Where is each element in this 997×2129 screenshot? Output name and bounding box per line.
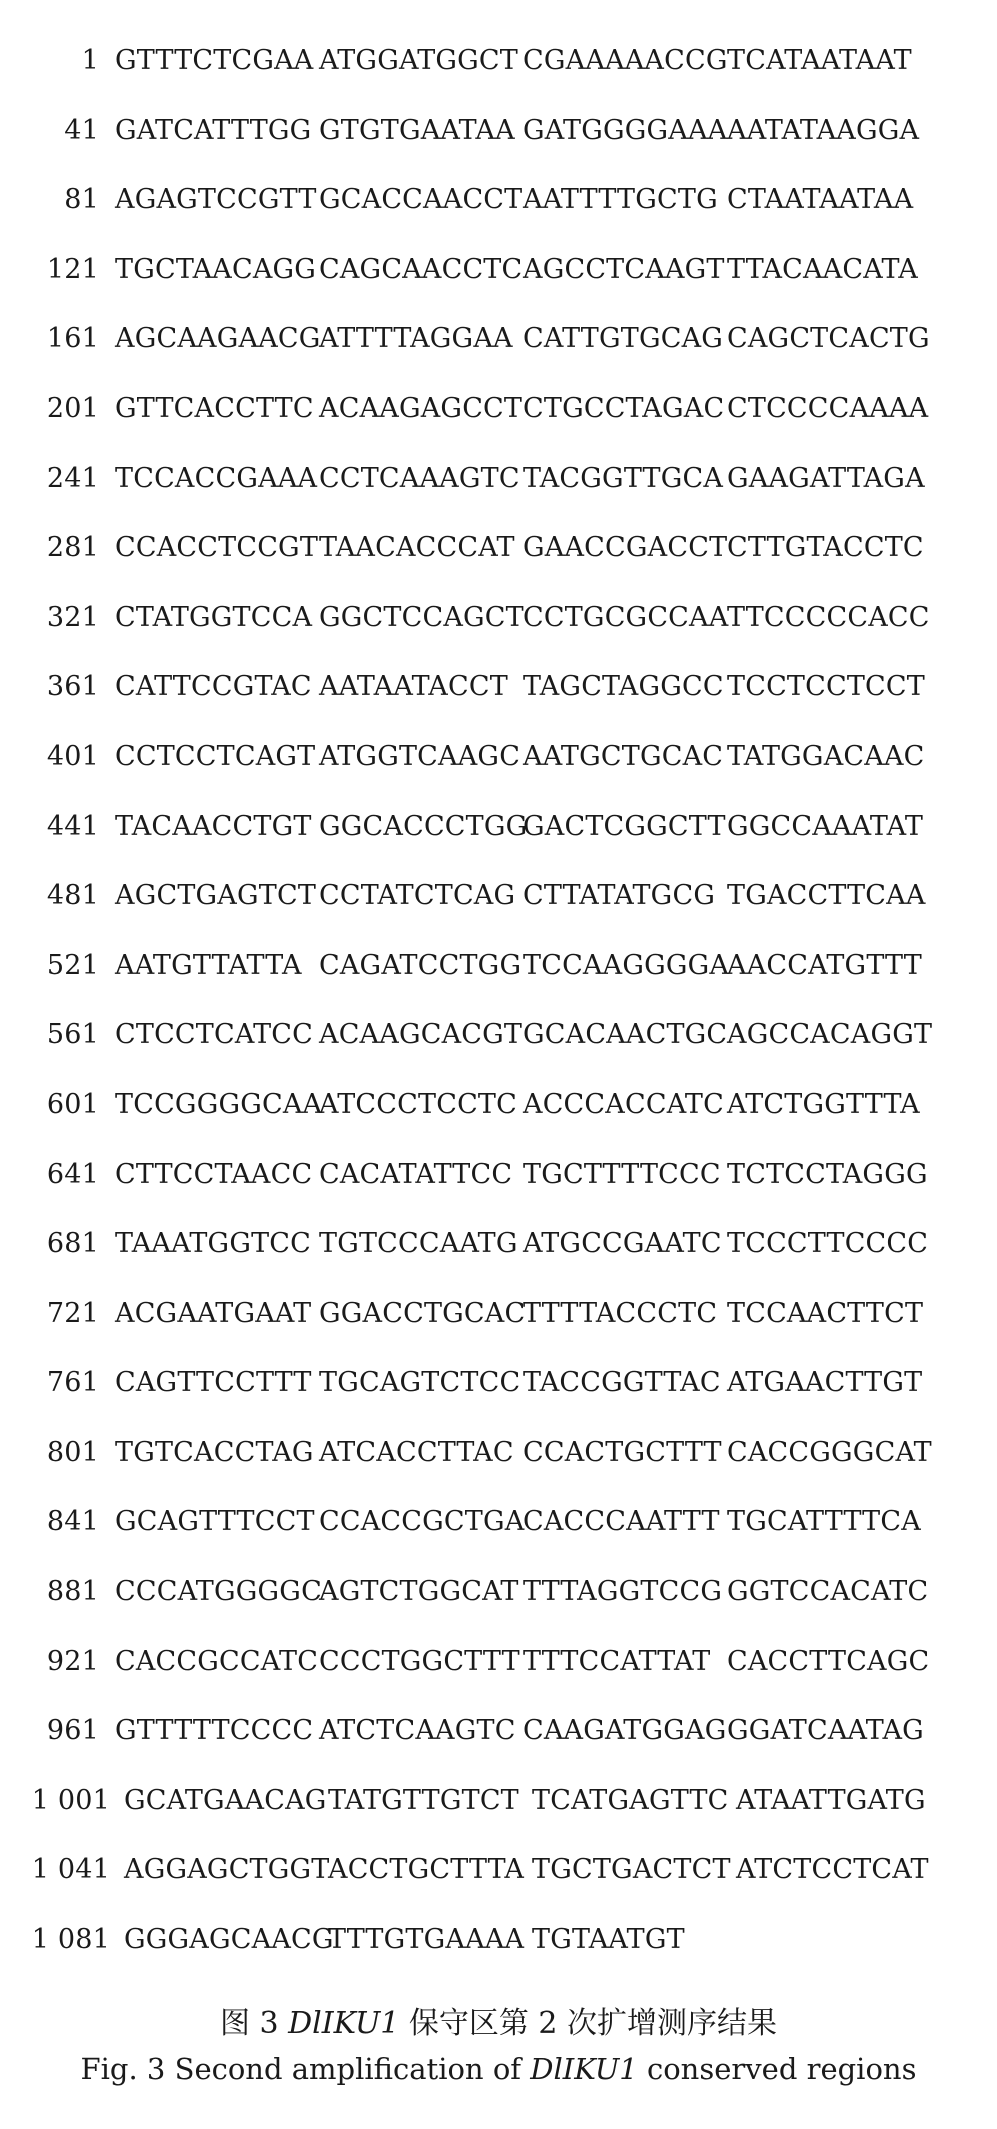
sequence-row xyxy=(0,1089,997,1159)
sequence-block: CACCCAATTT xyxy=(523,1506,720,1538)
position-number: 1 xyxy=(81,45,99,76)
sequence-block: CCACCTCCGT xyxy=(115,532,319,564)
sequence-block: AGCTGAGTCT xyxy=(115,880,317,912)
sequence-row xyxy=(0,1298,997,1368)
sequence-block: CAAGATGGAG xyxy=(523,1715,727,1747)
sequence-block: TCCGGGGCAA xyxy=(115,1088,323,1120)
position-number: 121 xyxy=(46,253,99,285)
sequence-row xyxy=(0,323,997,393)
sequence-block: AGGAGCTGGT xyxy=(124,1854,330,1886)
sequence-block: GGGAGCAACG xyxy=(124,1924,334,1956)
position-number: 441 xyxy=(46,810,99,842)
sequence-block: ACCCACCATC xyxy=(523,1088,724,1120)
position-number: 521 xyxy=(46,949,99,981)
sequence-block: CACCGCCATC xyxy=(115,1645,319,1677)
sequence-block: CCACTGCTTT xyxy=(523,1436,722,1468)
sequence-block: TCCAACTTCT xyxy=(727,1297,924,1329)
sequence-block: CTGCCTAGAC xyxy=(523,392,725,424)
sequence-block: CCTGCGCCAA xyxy=(523,601,729,633)
sequence-row xyxy=(0,45,997,115)
caption-cn-prefix: 图 3 xyxy=(219,2006,289,2041)
sequence-block: TACGGTTGCA xyxy=(523,462,724,494)
sequence-block: AATGTTATTA xyxy=(115,949,302,981)
position-number: 561 xyxy=(46,1019,99,1051)
sequence-block: AATAATACCT xyxy=(319,671,508,703)
position-number: 721 xyxy=(46,1297,99,1329)
sequence-block: ATGAACTTGT xyxy=(727,1367,923,1399)
position-number: 281 xyxy=(46,532,99,564)
sequence-row xyxy=(0,532,997,602)
sequence-block: CTTGTACCTC xyxy=(727,532,924,564)
sequence-block: CCCATGGGGC xyxy=(115,1576,322,1608)
sequence-block: TGCTAACAGG xyxy=(115,253,317,285)
sequence-block: ATCACCTTAC xyxy=(319,1436,514,1468)
sequence-block: GAAGATTAGA xyxy=(727,462,925,494)
sequence-block: TGCTTTTCCC xyxy=(523,1158,721,1190)
sequence-block: ATGGATGGCT xyxy=(319,45,519,76)
sequence-block: TGTCACCTAG xyxy=(115,1436,314,1468)
caption-en-prefix: Fig. 3 Second amplification of xyxy=(80,2052,531,2086)
sequence-block: AATATAAGGA xyxy=(727,114,920,146)
sequence-block: TGTCCCAATG xyxy=(319,1228,518,1260)
sequence-block: GTTCACCTTC xyxy=(115,392,314,424)
sequence-block: TGCTGACTCT xyxy=(532,1854,731,1886)
sequence-block: CCTATCTCAG xyxy=(319,880,516,912)
sequence-row xyxy=(0,1228,997,1298)
position-number: 1 041 xyxy=(31,1854,110,1886)
sequence-block: ATGCCGAATC xyxy=(523,1228,722,1260)
sequence-block: GATCATTTGG xyxy=(115,114,312,146)
sequence-row xyxy=(0,950,997,1020)
sequence-block: GAACCGACCT xyxy=(523,532,728,564)
sequence-block: GGCACCCTGG xyxy=(319,810,528,842)
position-number: 601 xyxy=(46,1088,99,1120)
sequence-block: GACTCGGCTT xyxy=(523,810,726,842)
sequence-block: TCATAATAAT xyxy=(727,45,912,76)
sequence-block: AATGCTGCAC xyxy=(523,740,724,772)
sequence-block: TACAACCTGT xyxy=(115,810,312,842)
sequence-row xyxy=(0,463,997,533)
position-number: 1 081 xyxy=(31,1924,110,1956)
sequence-row xyxy=(0,1646,997,1716)
sequence-block: ACAAGAGCCT xyxy=(319,392,523,424)
sequence-block: AGCAAGAACG xyxy=(115,323,321,355)
sequence-block: TGACCTTCAA xyxy=(727,880,926,912)
sequence-block: CCACCGCTGA xyxy=(319,1506,525,1538)
sequence-block: TAGCTAGGCC xyxy=(523,671,724,703)
caption-en-gene: DlIKU1 xyxy=(530,2052,638,2086)
sequence-row xyxy=(0,1785,997,1855)
sequence-row xyxy=(0,1159,997,1229)
position-number: 321 xyxy=(46,601,99,633)
position-number: 681 xyxy=(46,1228,99,1260)
position-number: 921 xyxy=(46,1645,99,1677)
sequence-block: TCCTCCTCCT xyxy=(727,671,925,703)
sequence-block: CATTGTGCAG xyxy=(523,323,724,355)
sequence-block: CAGCAACCTC xyxy=(319,253,523,285)
sequence-block: GGCTCCAGCT xyxy=(319,601,524,633)
sequence-row xyxy=(0,1367,997,1437)
sequence-block: CTTATATGCG xyxy=(523,880,716,912)
position-number: 481 xyxy=(46,880,99,912)
sequence-row xyxy=(0,880,997,950)
sequence-row xyxy=(0,1854,997,1924)
sequence-row xyxy=(0,602,997,672)
sequence-block: TTTCCATTAT xyxy=(523,1645,711,1677)
sequence-row xyxy=(0,254,997,324)
sequence-block: AGCCACAGGT xyxy=(727,1019,933,1051)
position-number: 881 xyxy=(46,1576,99,1608)
sequence-block: CATTCCGTAC xyxy=(115,671,312,703)
sequence-block: CTCCTCATCC xyxy=(115,1019,314,1051)
sequence-row xyxy=(0,1019,997,1089)
sequence-table xyxy=(0,45,997,1994)
sequence-block: TGTAATGT xyxy=(532,1924,685,1956)
sequence-row xyxy=(0,741,997,811)
sequence-block: TTTAGGTCCG xyxy=(523,1576,723,1608)
sequence-block: CAGCTCACTG xyxy=(727,323,930,355)
figure-caption-chinese xyxy=(0,1998,997,2042)
sequence-block: TAACACCCAT xyxy=(319,532,515,564)
sequence-block: TCCACCGAAA xyxy=(115,462,318,494)
sequence-block: GTTTTTCCCC xyxy=(115,1715,314,1747)
position-number: 161 xyxy=(46,323,99,355)
sequence-block: GGACCTGCAC xyxy=(319,1297,526,1329)
sequence-block: CAGATCCTGG xyxy=(319,949,522,981)
sequence-row xyxy=(0,393,997,463)
sequence-row xyxy=(0,1924,997,1994)
sequence-block: ACCTGCTTTA xyxy=(328,1854,525,1886)
sequence-block: GTGTGAATAA xyxy=(319,114,515,146)
sequence-block: TTACAACATA xyxy=(727,253,918,285)
sequence-block: GCACCAACCT xyxy=(319,184,523,216)
position-number: 801 xyxy=(46,1436,99,1468)
position-number: 961 xyxy=(46,1715,99,1747)
caption-cn-suffix: 保守区第 2 次扩增测序结果 xyxy=(399,2006,778,2041)
sequence-block: CACCTTCAGC xyxy=(727,1645,930,1677)
sequence-block: CACCGGGCAT xyxy=(727,1436,932,1468)
position-number: 361 xyxy=(46,671,99,703)
position-number: 1 001 xyxy=(31,1784,110,1816)
sequence-block: ATCTGGTTTA xyxy=(727,1088,920,1120)
sequence-block: CTATGGTCCA xyxy=(115,601,313,633)
sequence-block: GGATCAATAG xyxy=(727,1715,924,1747)
sequence-block: TTTTACCCTC xyxy=(523,1297,718,1329)
sequence-block: TATGGACAAC xyxy=(727,740,925,772)
sequence-row xyxy=(0,184,997,254)
sequence-block: GTTTCTCGAA xyxy=(115,45,314,76)
sequence-block: ATTTTAGGAA xyxy=(319,323,513,355)
position-number: 761 xyxy=(46,1367,99,1399)
sequence-row xyxy=(0,1576,997,1646)
sequence-row xyxy=(0,1715,997,1785)
position-number: 41 xyxy=(64,114,99,146)
sequence-block: ATCTCCTCAT xyxy=(736,1854,929,1886)
sequence-block: TTCCCCCACC xyxy=(727,601,930,633)
sequence-block: CGAAAAACCG xyxy=(523,45,728,76)
position-number: 401 xyxy=(46,740,99,772)
sequence-block: ACAAGCACGT xyxy=(319,1019,523,1051)
position-number: 241 xyxy=(46,462,99,494)
sequence-block: TGCAGTCTCC xyxy=(319,1367,521,1399)
sequence-block: ATCCCTCCTC xyxy=(319,1088,518,1120)
sequence-row xyxy=(0,811,997,881)
sequence-row xyxy=(0,115,997,185)
sequence-block: AGAGTCCGTT xyxy=(115,184,317,216)
sequence-block: TCATGAGTTC xyxy=(532,1784,729,1816)
sequence-block: CACATATTCC xyxy=(319,1158,513,1190)
sequence-block: AGTCTGGCAT xyxy=(319,1576,519,1608)
sequence-block: GCATGAACAG xyxy=(124,1784,327,1816)
position-number: 81 xyxy=(64,184,99,216)
sequence-block: ATGGTCAAGC xyxy=(319,740,521,772)
sequence-block: TACCGGTTAC xyxy=(523,1367,721,1399)
sequence-block: CTTCCTAACC xyxy=(115,1158,313,1190)
sequence-block: GGCCAAATAT xyxy=(727,810,924,842)
sequence-block: GATGGGGAAA xyxy=(523,114,728,146)
sequence-block: AATTTTGCTG xyxy=(523,184,718,216)
position-number: 201 xyxy=(46,392,99,424)
sequence-block: ATAATTGATG xyxy=(736,1784,926,1816)
sequence-block: TCCCTTCCCC xyxy=(727,1228,929,1260)
sequence-block: TCTCCTAGGG xyxy=(727,1158,928,1190)
position-number: 641 xyxy=(46,1158,99,1190)
sequence-row xyxy=(0,1506,997,1576)
sequence-row xyxy=(0,671,997,741)
sequence-block: GCAGTTTCCT xyxy=(115,1506,315,1538)
caption-en-suffix: conserved regions xyxy=(637,2052,917,2086)
sequence-block: CCTCCTCAGT xyxy=(115,740,316,772)
sequence-block: TGCATTTTCA xyxy=(727,1506,921,1538)
sequence-block: CCTCAAAGTC xyxy=(319,462,520,494)
figure-caption-english xyxy=(0,2052,997,2086)
sequence-block: GCACAACTGC xyxy=(523,1019,728,1051)
position-number: 841 xyxy=(46,1506,99,1538)
sequence-row xyxy=(0,1437,997,1507)
sequence-block: CAGTTCCTTT xyxy=(115,1367,312,1399)
caption-cn-gene: DlIKU1 xyxy=(288,2006,400,2041)
sequence-block: AACCATGTTT xyxy=(727,949,922,981)
sequence-block: TTTGTGAAAA xyxy=(328,1924,525,1956)
sequence-block: TATGTTGTCT xyxy=(328,1784,519,1816)
sequence-block: ATCTCAAGTC xyxy=(319,1715,516,1747)
sequence-block: CCCTGGCTTT xyxy=(319,1645,520,1677)
sequence-block: TCCAAGGGGA xyxy=(523,949,730,981)
sequence-block: CTAATAATAA xyxy=(727,184,914,216)
sequence-block: CTCCCCAAAA xyxy=(727,392,929,424)
sequence-block: GGTCCACATC xyxy=(727,1576,929,1608)
sequence-block: ACGAATGAAT xyxy=(115,1297,312,1329)
sequence-block: AGCCTCAAGT xyxy=(523,253,725,285)
sequence-block: TAAATGGTCC xyxy=(115,1228,312,1260)
